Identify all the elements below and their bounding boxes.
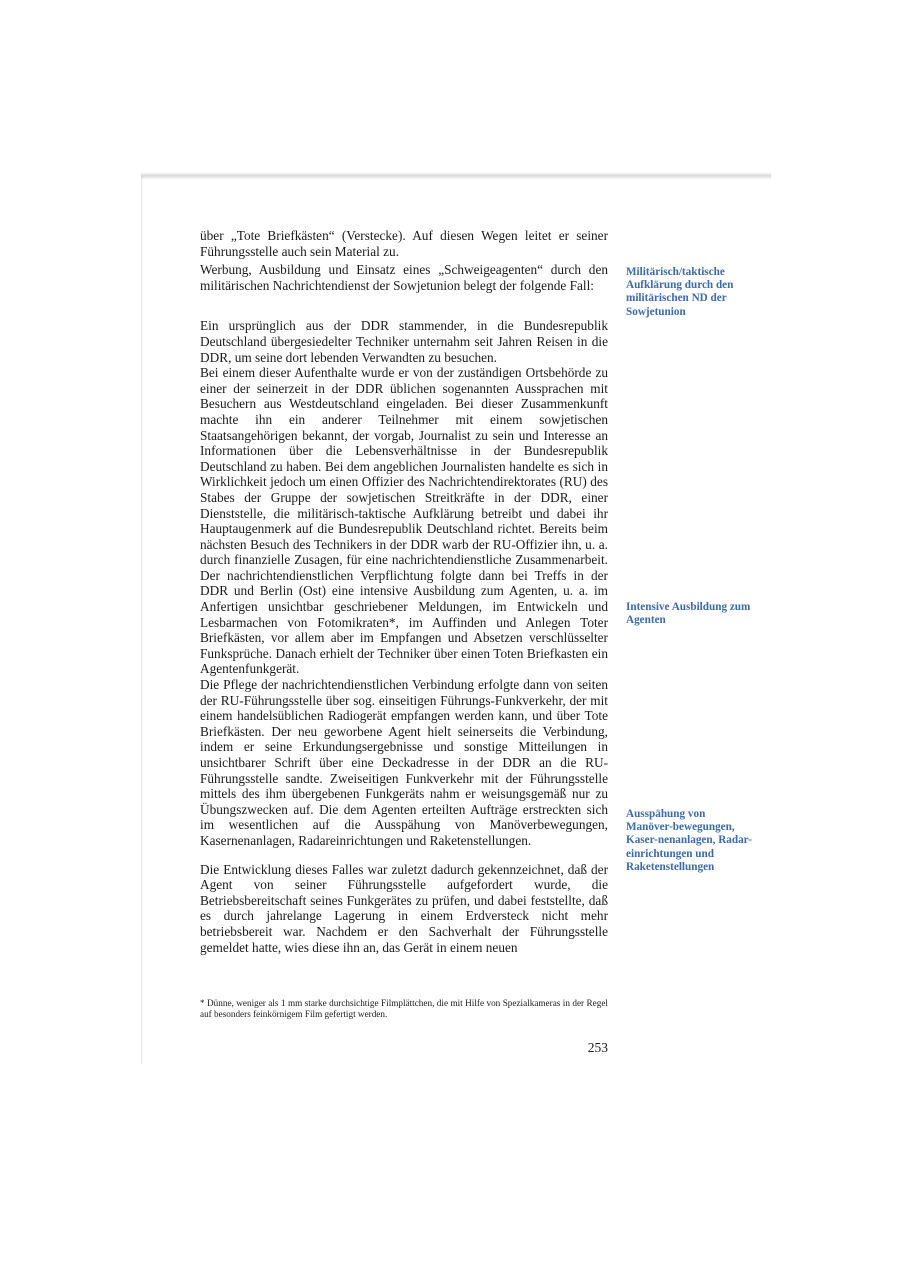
page-left-shadow [141,176,143,1064]
paragraph-6: Die Entwicklung dieses Falles war zuletzt dadurch gekennzeichnet, daß der Agent von seiner Führungsstelle aufgefordert wurde, die Betriebsbereitschaft seines Funkgerätes zu prüfen, und dabei feststellte, daß es durch jahrelange Lagerung in einem Erdversteck nicht mehr betriebsbereit war. Nachdem er den Sachverhalt der Führungsstelle gemeldet hatte, wies diese ihn an, das Gerät in einem neuen [200,861,608,955]
page-number: 253 [587,1040,608,1055]
paragraph-4: Bei einem dieser Aufenthalte wurde er von der zuständigen Ortsbehörde zu einer der seinerzeit in der DDR üblichen sogenannten Aussprachen mit Besuchern aus Westdeutschland eingeladen. Bei dieser Zusammenkunft machte ihn ein anderer Teilnehmer mit einem sowjetischen Staatsangehörigen bekannt, der vorgab, Journalist zu sein und Interesse an Informationen über die Lebensverhältnisse in der Bundesrepublik Deutschland zu haben. Bei dem angeblichen Journalisten handelte es sich in Wirklichkeit jedoch um einen Offizier des Nachrichtendirektorates (RU) des Stabes der Gruppe der sowjetischen Streitkräfte in der DDR, einer Dienststelle, die militärisch-taktische Aufklärung betreibt und dabei ihr Hauptaugenmerk auf die Bundesrepublik Deutschland richtet. Bereits beim nächsten Besuch des Technikers in der DDR warb der RU-Offizier ihn, u. a. durch finanzielle Zusagen, für eine nachrichtendienstliche Zusammenarbeit. Der nachrichtendienstlichen Verpflichtung folgte dann bei Treffs in der DDR und Berlin (Ost) eine intensive Ausbildung zum Agenten, u. a. im Anfertigen unsichtbar geschriebener Meldungen, im Entwickeln und Lesbarmachen von Fotomikraten*, im Auffinden und Anlegen Toter Briefkästen, vor allem aber im Empfangen und Absetzen verschlüsselter Funksprüche. Danach erhielt der Techniker über einen Toten Briefkasten ein Agentenfunkgerät. [200,365,608,677]
margin-note-agent-training: Intensive Ausbildung zum Agenten [626,601,751,627]
paragraph-1: über „Tote Briefkästen“ (Verstecke). Auf diesen Wegen leitet er seiner Führungsstelle auch sein Material zu. [200,228,608,259]
page-top-shadow [141,173,771,179]
paragraph-3: Ein ursprünglich aus der DDR stammender, in die Bundesrepublik Deutschland übergesiedelter Techniker unternahm seit Jahren Reisen in die DDR, um seine dort lebenden Verwandten zu besuchen. [200,318,608,365]
body-text-column [200,228,608,955]
margin-note-military-reconnaissance: Militärisch/taktische Aufklärung durch den militärischen ND der Sowjetunion [626,266,734,318]
footnote: * Dünne, weniger als 1 mm starke durchsichtige Filmplättchen, die mit Hilfe von Spezialkameras in der Regel auf besonders feinkörnigem Film gefertigt werden. [200,998,608,1019]
margin-note-espionage-targets: Ausspähung von Manöver-bewegungen, Kaser-nenanlagen, Radar-einrichtungen und Raketenstellungen [626,808,752,873]
paragraph-5: Die Pflege der nachrichtendienstlichen Verbindung erfolgte dann von seiten der RU-Führungsstelle über sog. einseitigen Führungs-Funkverkehr, der mit einem handelsüblichen Radiogerät empfangen werden kann, und über Tote Briefkästen. Der neu geworbene Agent hielt seinerseits die Verbindung, indem er seine Erkundungsergebnisse und sonstige Mitteilungen in unsichtbarer Schrift über eine Deckadresse in der DDR an die RU-Führungsstelle sandte. Zweiseitigen Funkverkehr mit der Führungsstelle mittels des ihm übergebenen Funkgeräts nahm er weisungsgemäß nur zu Übungszwecken auf. Die dem Agenten erteilten Aufträge erstreckten sich im wesentlichen auf die Ausspähung von Manöverbewegungen, Kasernenanlagen, Radareinrichtungen und Raketenstellungen. [200,677,608,848]
paragraph-2: Werbung, Ausbildung und Einsatz eines „Schweigeagenten“ durch den militärischen Nachrichtendienst der Sowjetunion belegt der folgende Fall: [200,262,608,293]
